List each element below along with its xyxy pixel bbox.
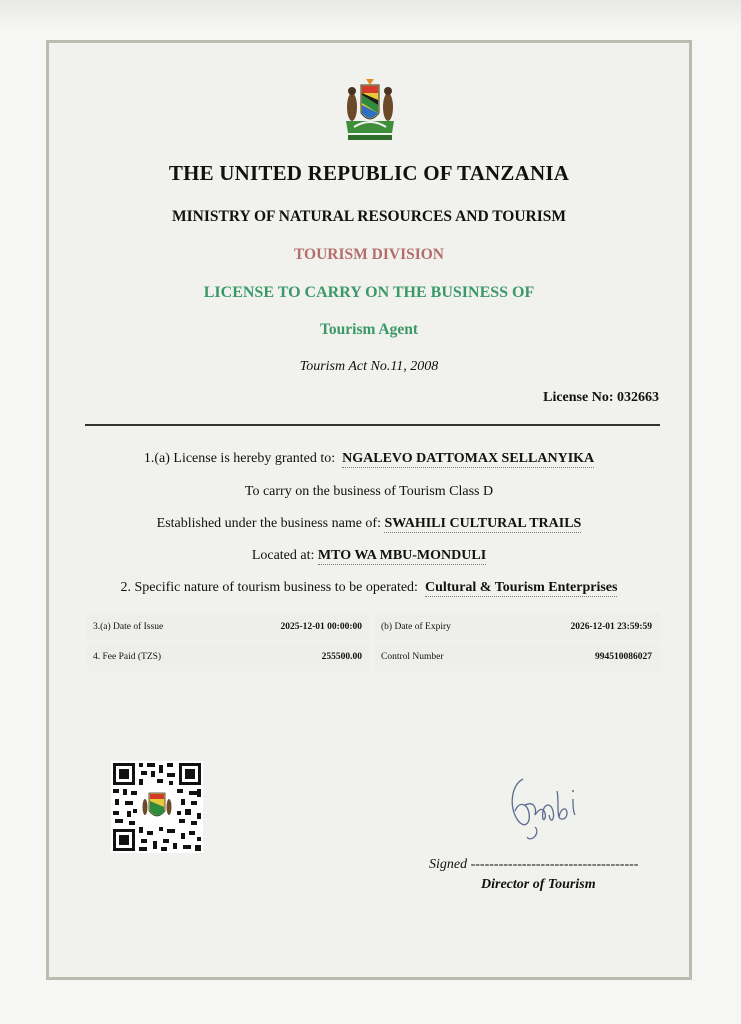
qr-code[interactable] — [111, 761, 203, 853]
nature-value: Cultural & Tourism Enterprises — [424, 580, 618, 595]
control-number-label: Control Number — [381, 652, 444, 662]
license-title: LICENSE TO CARRY ON THE BUSINESS OF — [203, 284, 535, 301]
location-value: MTO WA MBU-MONDULI — [317, 548, 487, 563]
business-name: SWAHILI CULTURAL TRAILS — [384, 516, 582, 531]
ministry-title: MINISTRY OF NATURAL RESOURCES AND TOURISM — [171, 208, 567, 225]
license-type: Tourism Agent — [319, 321, 419, 338]
business-name-label: Established under the business name of: — [156, 516, 381, 531]
signed-line: Signed ------------------------------------ — [429, 857, 639, 872]
fee-paid-label: 4. Fee Paid (TZS) — [93, 652, 162, 662]
business-name-line — [49, 516, 689, 532]
issue-date-cell — [87, 613, 370, 641]
license-number-value: 032663 — [617, 390, 659, 405]
expiry-date-label: (b) Date of Expiry — [381, 622, 451, 632]
nature-label: 2. Specific nature of tourism business to be operated: — [120, 580, 418, 595]
divider-rule — [85, 424, 660, 426]
expiry-date-value: 2026-12-01 23:59:59 — [570, 622, 652, 632]
license-certificate — [46, 40, 692, 980]
country-title: THE UNITED REPUBLIC OF TANZANIA — [168, 161, 570, 185]
nature-line — [49, 580, 689, 596]
page-top-shadow — [0, 0, 741, 30]
location-label: Located at: — [251, 548, 315, 563]
license-number — [543, 390, 659, 406]
division-title: TOURISM DIVISION — [293, 246, 444, 263]
issue-date-label: 3.(a) Date of Issue — [93, 622, 164, 632]
fee-paid-cell — [87, 643, 370, 671]
control-number-value: 994510086027 — [595, 652, 652, 662]
location-line — [49, 548, 689, 564]
license-details-table — [87, 611, 660, 673]
license-number-label: License No: — [543, 390, 614, 405]
director-signature — [501, 763, 591, 853]
licensee-name: NGALEVO DATTOMAX SELLANYIKA — [342, 451, 595, 466]
director-title: Director of Tourism — [481, 877, 596, 892]
control-number-cell — [375, 643, 660, 671]
coat-of-arms-emblem — [340, 77, 400, 143]
granted-label: 1.(a) License is hereby granted to: — [143, 451, 336, 466]
act-reference: Tourism Act No.11, 2008 — [299, 359, 439, 374]
fee-paid-value: 255500.00 — [321, 652, 362, 662]
expiry-date-cell — [375, 613, 660, 641]
granted-line — [49, 451, 689, 467]
business-class-line: To carry on the business of Tourism Class D — [244, 484, 494, 499]
issue-date-value: 2025-12-01 00:00:00 — [280, 622, 362, 632]
